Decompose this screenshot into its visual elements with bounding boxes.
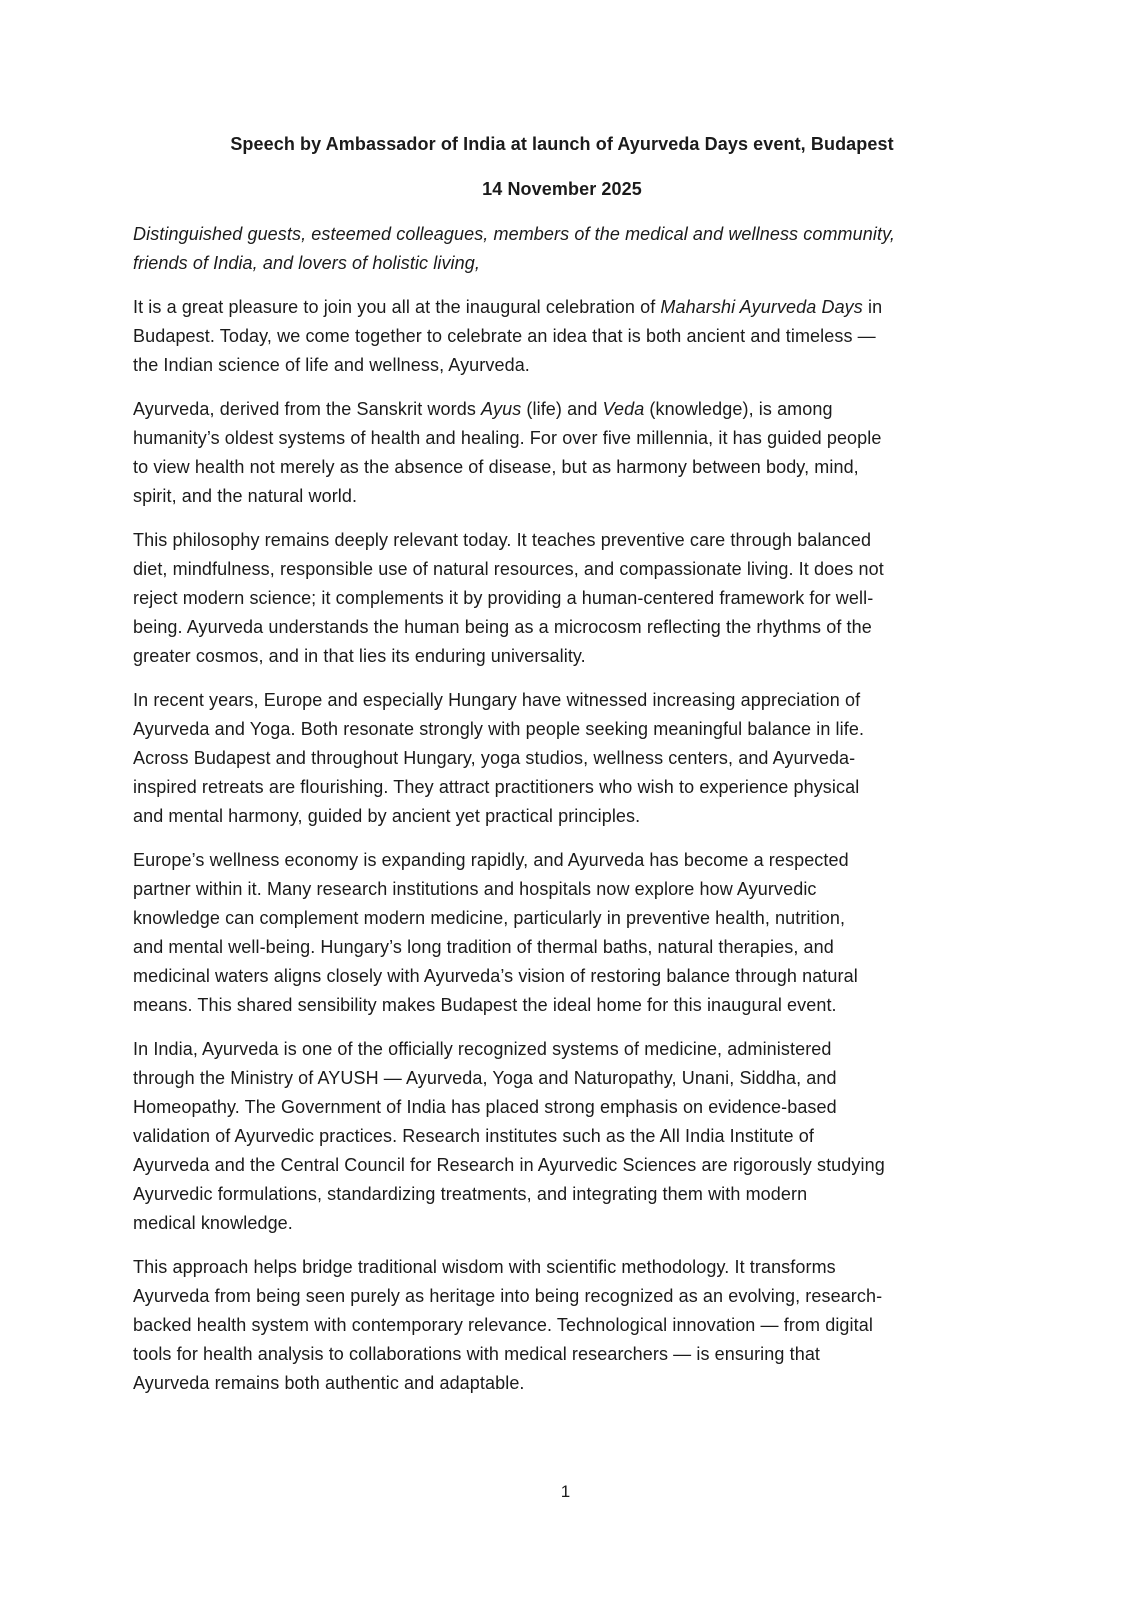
speech-body bbox=[133, 220, 991, 1398]
text-line: backed health system with contemporary relevance. Technological innovation — from digital bbox=[133, 1315, 873, 1335]
text-line: Ayurveda and Yoga. Both resonate strongly with people seeking meaningful balance in life. bbox=[133, 719, 865, 739]
text-line: diet, mindfulness, responsible use of natural resources, and compassionate living. It does not bbox=[133, 559, 884, 579]
text-line: Distinguished guests, esteemed colleagues, members of the medical and wellness community, bbox=[133, 224, 895, 244]
paragraph bbox=[133, 526, 991, 671]
text-line: and mental harmony, guided by ancient yet practical principles. bbox=[133, 806, 641, 826]
text-line: In recent years, Europe and especially Hungary have witnessed increasing appreciation of bbox=[133, 690, 861, 710]
text-line: being. Ayurveda understands the human being as a microcosm reflecting the rhythms of the bbox=[133, 617, 872, 637]
text-line: the Indian science of life and wellness, Ayurveda. bbox=[133, 355, 530, 375]
text-line: and mental well-being. Hungary’s long tradition of thermal baths, natural therapies, and bbox=[133, 937, 834, 957]
document-title: Speech by Ambassador of India at launch of Ayurveda Days event, Budapest bbox=[230, 134, 894, 154]
paragraph bbox=[133, 293, 991, 380]
paragraph bbox=[133, 846, 991, 1020]
text-line: medicinal waters aligns closely with Ayurveda’s vision of restoring balance through natural bbox=[133, 966, 858, 986]
text-line: Homeopathy. The Government of India has placed strong emphasis on evidence-based bbox=[133, 1097, 837, 1117]
text-line: through the Ministry of AYUSH — Ayurveda, Yoga and Naturopathy, Unani, Siddha, and bbox=[133, 1068, 837, 1088]
text-line: Ayurveda from being seen purely as heritage into being recognized as an evolving, research- bbox=[133, 1286, 883, 1306]
paragraph bbox=[133, 686, 991, 831]
page-number: 1 bbox=[560, 1482, 571, 1501]
text-line: tools for health analysis to collaborations with medical researchers — is ensuring that bbox=[133, 1344, 821, 1364]
text-line: Ayurveda, derived from the Sanskrit words Ayus (life) and Veda (knowledge), is among bbox=[133, 399, 833, 419]
text-line: Europe’s wellness economy is expanding rapidly, and Ayurveda has become a respected bbox=[133, 850, 849, 870]
text-line: It is a great pleasure to join you all at the inaugural celebration of Maharshi Ayurveda Days in bbox=[133, 297, 883, 317]
text-line: knowledge can complement modern medicine, particularly in preventive health, nutrition, bbox=[133, 908, 846, 928]
text-line: humanity’s oldest systems of health and healing. For over five millennia, it has guided people bbox=[133, 428, 882, 448]
paragraph bbox=[133, 1035, 991, 1238]
text-line: friends of India, and lovers of holistic living, bbox=[133, 253, 480, 273]
paragraph bbox=[133, 1253, 991, 1398]
text-line: This philosophy remains deeply relevant today. It teaches preventive care through balanced bbox=[133, 530, 872, 550]
text-line: inspired retreats are flourishing. They attract practitioners who wish to experience physical bbox=[133, 777, 860, 797]
text-line: means. This shared sensibility makes Budapest the ideal home for this inaugural event. bbox=[133, 995, 837, 1015]
paragraph bbox=[133, 220, 991, 278]
text-line: to view health not merely as the absence of disease, but as harmony between body, mind, bbox=[133, 457, 859, 477]
text-line: This approach helps bridge traditional wisdom with scientific methodology. It transforms bbox=[133, 1257, 836, 1277]
text-line: Ayurveda remains both authentic and adaptable. bbox=[133, 1373, 525, 1393]
text-line: Budapest. Today, we come together to celebrate an idea that is both ancient and timeless — bbox=[133, 326, 876, 346]
text-line: medical knowledge. bbox=[133, 1213, 293, 1233]
text-line: Ayurveda and the Central Council for Research in Ayurvedic Sciences are rigorously studying bbox=[133, 1155, 885, 1175]
text-line: In India, Ayurveda is one of the officially recognized systems of medicine, administered bbox=[133, 1039, 832, 1059]
text-line: greater cosmos, and in that lies its enduring universality. bbox=[133, 646, 586, 666]
text-line: Ayurvedic formulations, standardizing treatments, and integrating them with modern bbox=[133, 1184, 808, 1204]
text-line: Across Budapest and throughout Hungary, yoga studios, wellness centers, and Ayurveda- bbox=[133, 748, 856, 768]
text-line: validation of Ayurvedic practices. Research institutes such as the All India Institute of bbox=[133, 1126, 814, 1146]
paragraph bbox=[133, 395, 991, 511]
text-line: spirit, and the natural world. bbox=[133, 486, 358, 506]
text-line: partner within it. Many research institutions and hospitals now explore how Ayurvedic bbox=[133, 879, 817, 899]
document-date: 14 November 2025 bbox=[482, 179, 642, 199]
text-line: reject modern science; it complements it by providing a human-centered framework for well- bbox=[133, 588, 874, 608]
